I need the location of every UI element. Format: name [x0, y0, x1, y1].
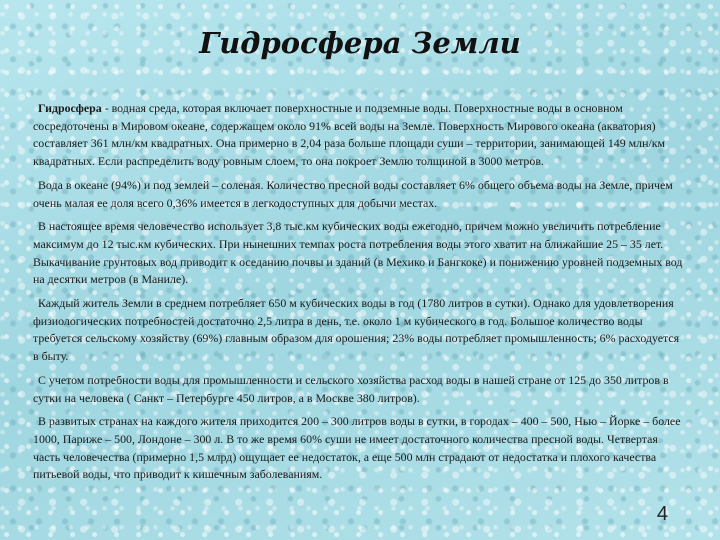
paragraph-per-capita: Каждый житель Земли в среднем потребляет 650 м кубических воды в год (1780 литров в сутки). Однако для удовлетворения физиологических потребностей достаточно 2,5 литра в день, т.е. около 1 м кубического в год. Большое количество воды требуется сельскому хозяйству (69%) главным образом для орошения; 23% воды потребляет промышленность; 6% расходуется в быту.	[33, 296, 680, 364]
term-hydrosphere: Гидросфера	[38, 101, 102, 115]
paragraph-our-country: С учетом потребности воды для промышленности и сельского хозяйства расход воды в нашей стране от 125 до 350 литров в сутки на человека ( Санкт – Петербурге 450 литров, а в Москве 380 литров).	[33, 372, 669, 405]
paragraph-consumption: В настоящее время человечество использует 3,8 тыс.км кубических воды ежегодно, причем можно увеличить потребление максимум до 12 тыс.км кубических. При нынешних темпах роста потребления воды этого хватит на ближайшие 25 – 35 лет. Выкачивание грунтовых вод приводит к оседанию почвы и зданий (в Мехико и Бангкоке) и понижению уровней подземных вод на десятки метров (в Маниле).	[33, 219, 683, 287]
slide-title: Гидросфера Земли	[199, 26, 521, 60]
paragraph-definition	[33, 100, 685, 171]
paragraph-salt-water: Вода в океане (94%) и под землей – соленая. Количество пресной воды составляет 6% общего объема воды на Земле, причем очень малая ее доля всего 0,36% имеется в легкодоступных для добычи местах.	[33, 177, 673, 210]
paragraph-text: - водная среда, которая включает поверхностные и подземные воды. Поверхностные воды в основном сосредоточены в Мировом океане, содержащем около 91% всей воды на Земле. Поверхность Мирового океана (акватория) составляет 361 млн/км квадратных. Она примерно в 2,04 раза больше площади суши – территории, занимающей 149 млн/км квадратных. Если распределить воду ровным слоем, то она покроет Землю толщиной в 3000 метров.	[33, 101, 666, 169]
page-number: 4	[656, 503, 668, 525]
slide-body	[33, 100, 685, 490]
paragraph-developed-countries: В развитых странах на каждого жителя приходится 200 – 300 литров воды в сутки, в городах – 400 – 500, Нью – Йорке – более 1000, Париже – 500, Лондоне – 300 л. В то же время 60% суши не имеет достаточного количества пресной воды. Четвертая часть человечества (примерно 1,5 млрд) ощущает ее недостаток, а еще 500 млн страдают от недостатка и плохого качества питьевой воды, что приводит к кишечным заболеваниям.	[33, 414, 681, 482]
